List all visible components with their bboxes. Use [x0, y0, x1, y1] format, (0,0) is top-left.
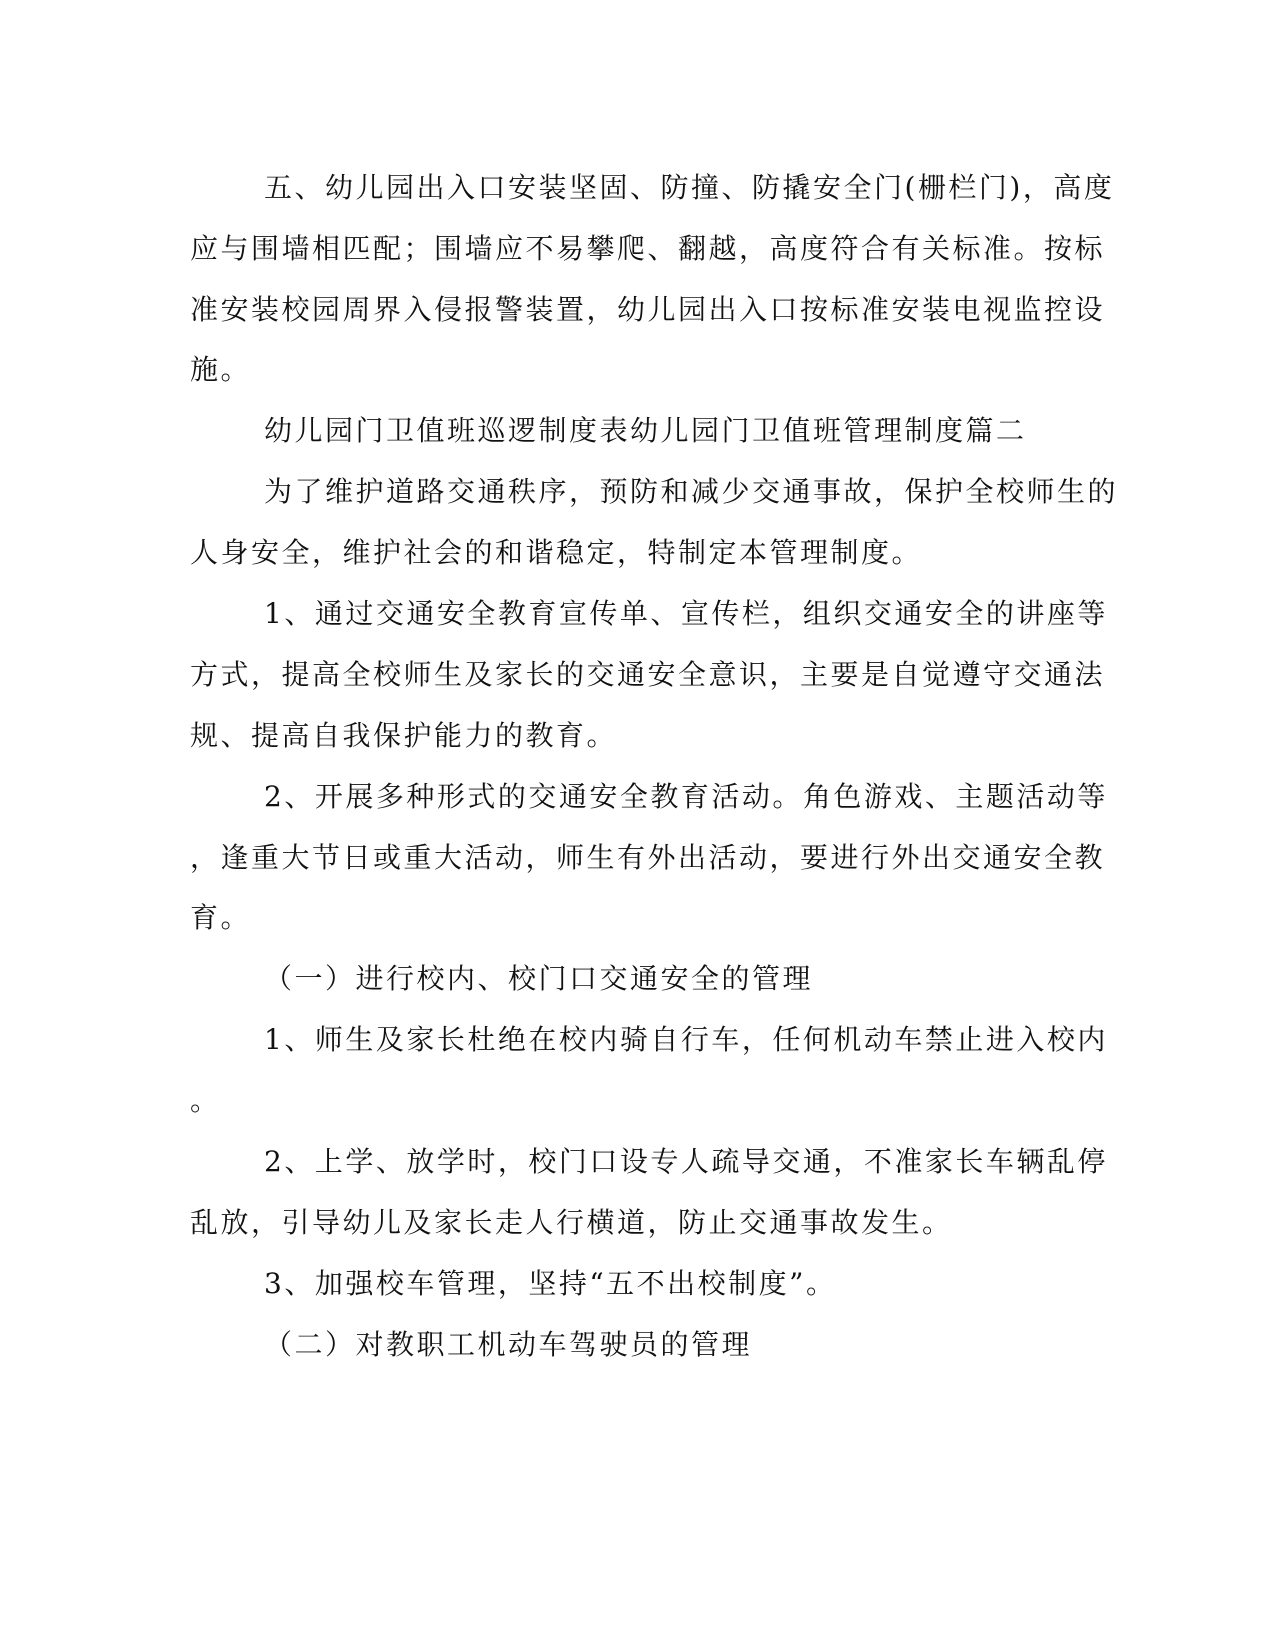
text-line: 育。 — [190, 901, 252, 934]
text-line: 规、提高自我保护能力的教育。 — [190, 719, 618, 752]
text-line: 人身安全，维护社会的和谐稳定，特制定本管理制度。 — [190, 536, 923, 569]
text-line: 2、开展多种形式的交通安全教育活动。角色游戏、主题活动等 — [264, 780, 1108, 813]
text-line: 乱放，引导幼儿及家长走人行横道，防止交通事故发生。 — [190, 1206, 953, 1239]
text-line: 方式，提高全校师生及家长的交通安全意识，主要是自觉遵守交通法 — [190, 658, 1106, 691]
text-line: 为了维护道路交通秩序，预防和减少交通事故，保护全校师生的 — [264, 475, 1119, 508]
text-line: 1、通过交通安全教育宣传单、宣传栏，组织交通安全的讲座等 — [264, 597, 1108, 630]
text-line: ，逢重大节日或重大活动，师生有外出活动，要进行外出交通安全教 — [190, 841, 1106, 874]
subsection-heading: （二）对教职工机动车驾驶员的管理 — [264, 1328, 753, 1361]
text-line: 施。 — [190, 353, 252, 386]
text-line: 应与围墙相匹配；围墙应不易攀爬、翻越，高度符合有关标准。按标 — [190, 232, 1106, 265]
section-heading: 幼儿园门卫值班巡逻制度表幼儿园门卫值班管理制度篇二 — [264, 414, 1027, 447]
text-line: 准安装校园周界入侵报警装置，幼儿园出入口按标准安装电视监控设 — [190, 293, 1106, 326]
text-line: 2、上学、放学时，校门口设专人疏导交通，不准家长车辆乱停 — [264, 1145, 1108, 1178]
text-line: 1、师生及家长杜绝在校内骑自行车，任何机动车禁止进入校内 — [264, 1023, 1108, 1056]
subsection-heading: （一）进行校内、校门口交通安全的管理 — [264, 962, 814, 995]
text-line: 五、幼儿园出入口安装坚固、防撞、防撬安全门(栅栏门)，高度 — [264, 171, 1115, 204]
text-line: 。 — [190, 1084, 221, 1117]
text-line: 3、加强校车管理，坚持“五不出校制度”。 — [264, 1267, 837, 1300]
